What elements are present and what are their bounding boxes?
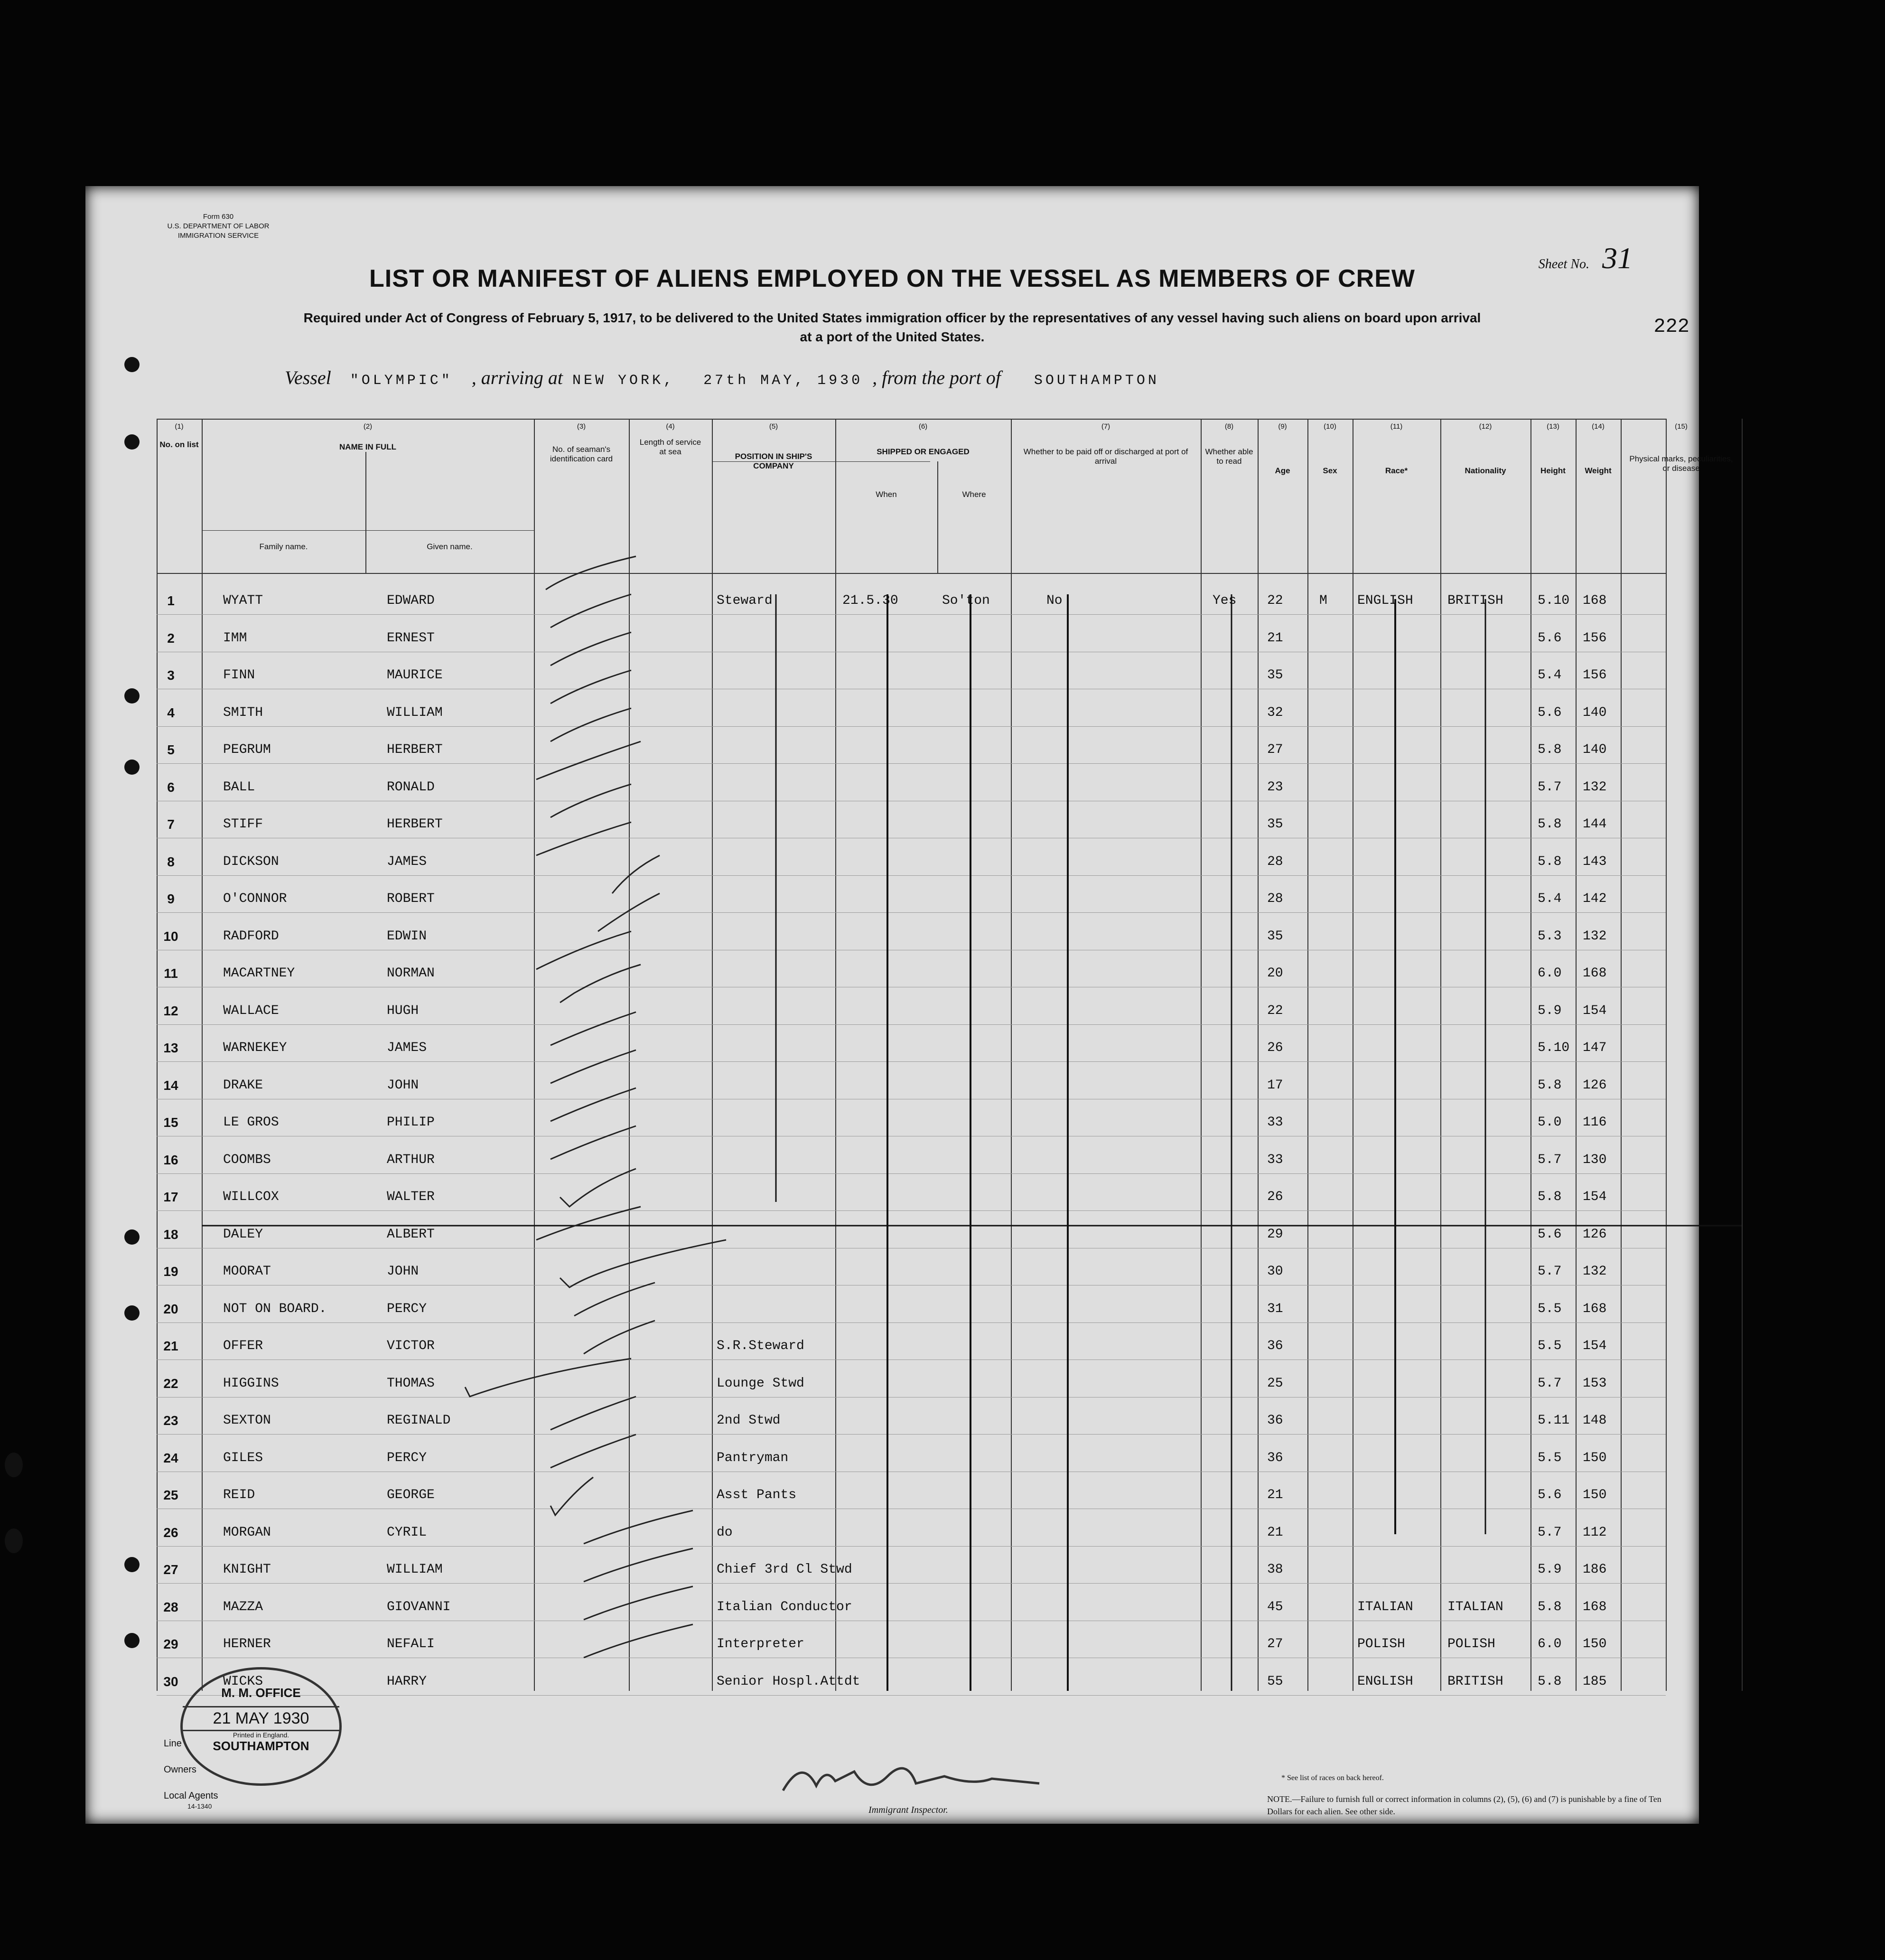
col-num-10: (10) [1324,422,1336,431]
col-length-service: Length of service at sea [639,438,701,456]
col-no-on-list: No. on list [159,440,199,449]
cell-weight: 150 [1583,1637,1607,1651]
cell-no: 28 [163,1599,178,1614]
col-num-3: (3) [577,422,586,431]
col-num-15: (15) [1675,422,1688,431]
cell-family: DICKSON [223,854,279,869]
cell-weight: 130 [1583,1152,1607,1167]
cell-no: 24 [163,1450,178,1465]
cell-no: 1 [167,593,175,608]
cell-family: COOMBS [223,1152,271,1167]
cell-position: Steward [717,593,773,608]
cell-age: 27 [1267,1637,1283,1651]
cell-race: ENGLISH [1357,1674,1413,1689]
cell-family: KNIGHT [223,1562,271,1577]
cell-position: do [717,1525,733,1540]
col-age: Age [1275,466,1290,475]
col-nationality: Nationality [1465,466,1506,475]
cell-given: JOHN [387,1264,419,1279]
cell-age: 36 [1267,1450,1283,1465]
col-num-8: (8) [1224,422,1234,431]
cell-no: 6 [167,779,175,795]
cell-weight: 150 [1583,1450,1607,1465]
cell-nationality: ITALIAN [1447,1599,1503,1614]
cell-given: PERCY [387,1450,427,1465]
form-header-block [157,212,280,241]
cell-height: 5.11 [1538,1413,1570,1428]
cell-age: 28 [1267,854,1283,869]
cell-height: 5.8 [1538,742,1562,757]
cell-family: WARNEKEY [223,1041,287,1055]
cell-age: 35 [1267,817,1283,832]
cell-age: 55 [1267,1674,1283,1689]
col-num-4: (4) [666,422,675,431]
cell-nationality: BRITISH [1447,1674,1503,1689]
cell-weight: 147 [1583,1041,1607,1055]
cell-family: WICKS [223,1674,263,1689]
cell-weight: 154 [1583,1190,1607,1204]
col-where: Where [962,490,986,499]
cell-family: MOORAT [223,1264,271,1279]
cell-age: 27 [1267,742,1283,757]
arriving-label: , arriving at [471,367,563,388]
cell-height: 5.9 [1538,1003,1562,1018]
signature-mark [774,1738,1058,1810]
cell-no: 11 [164,966,178,981]
cell-height: 5.6 [1538,705,1562,720]
footer-owners-label: Owners [164,1764,196,1775]
ditto-marks [157,419,1742,1691]
cell-height: 5.8 [1538,1599,1562,1614]
cell-age: 23 [1267,779,1283,795]
cell-height: 6.0 [1538,1637,1562,1651]
cell-weight: 156 [1583,668,1607,683]
col-when: When [876,490,897,499]
cell-family: FINN [223,668,255,683]
cell-weight: 168 [1583,966,1607,981]
cell-weight: 126 [1583,1227,1607,1242]
cell-weight: 154 [1583,1003,1607,1018]
cell-no: 27 [163,1562,178,1577]
cell-family: BALL [223,779,255,795]
cell-age: 35 [1267,668,1283,683]
cell-age: 38 [1267,1562,1283,1577]
cell-given: VICTOR [387,1339,435,1353]
punch-hole [124,760,140,775]
cell-height: 5.8 [1538,1078,1562,1093]
sheet-number: 31 [1602,241,1633,275]
col-num-1: (1) [175,422,184,431]
cell-weight: 153 [1583,1376,1607,1391]
cell-height: 5.0 [1538,1115,1562,1130]
cell-no: 10 [163,928,178,944]
cell-weight: 132 [1583,1264,1607,1279]
cell-given: NORMAN [387,966,435,981]
col-name-in-full: NAME IN FULL [339,442,396,451]
cell-no: 19 [163,1264,178,1279]
sheet-label: Sheet No. [1538,257,1589,272]
penalty-note: NOTE.—Failure to furnish full or correct information in columns (2), (5), (6) and (7) is punishable by a fine of Ten Dollars for each alien. See other side. [1267,1794,1661,1816]
cell-given: ALBERT [387,1227,435,1242]
cell-age: 20 [1267,966,1283,981]
punch-hole [124,1229,140,1245]
cell-given: CYRIL [387,1525,427,1540]
vessel-label: Vessel [285,367,331,388]
footer-form-code: 14-1340 [187,1802,212,1810]
cell-age: 21 [1267,630,1283,646]
stamp-printed: Printed in England. [233,1731,289,1739]
arrival-date: 27th MAY, 1930 [703,373,863,389]
cell-weight: 186 [1583,1562,1607,1577]
cell-height: 5.6 [1538,630,1562,646]
cell-family: WALLACE [223,1003,279,1018]
cell-given: WILLIAM [387,1562,443,1577]
mm-office-stamp [180,1667,342,1786]
cell-family: WYATT [223,593,263,608]
cell-weight: 140 [1583,705,1607,720]
cell-no: 25 [163,1488,178,1502]
form-number: Form 630 [203,213,234,221]
stamp-date: 21 MAY 1930 [183,1706,339,1731]
cell-family: MACARTNEY [223,966,295,981]
col-num-11: (11) [1390,422,1403,431]
cell-given: WALTER [387,1190,435,1204]
cell-family: LE GROS [223,1115,279,1130]
cell-age: 31 [1267,1301,1283,1316]
cell-position: Senior Hospl.Attdt [717,1674,860,1689]
cell-given: JAMES [387,854,427,869]
cell-age: 26 [1267,1190,1283,1204]
cell-height: 5.5 [1538,1450,1562,1465]
cell-race: POLISH [1357,1637,1405,1651]
cell-no: 30 [163,1674,178,1689]
cell-weight: 150 [1583,1488,1607,1502]
cell-family: RADFORD [223,928,279,944]
cell-nationality: POLISH [1447,1637,1495,1651]
cell-weight: 144 [1583,817,1607,832]
cell-given: PERCY [387,1301,427,1316]
cell-age: 35 [1267,928,1283,944]
cell-given: HARRY [387,1674,427,1689]
cell-when: 21.5.30 [842,593,898,608]
stamp-office: M. M. OFFICE [221,1686,301,1700]
punch-hole [5,1453,23,1477]
vessel-name: "OLYMPIC" [350,373,453,389]
cell-weight: 132 [1583,928,1607,944]
cell-weight: 156 [1583,630,1607,646]
cell-family: MORGAN [223,1525,271,1540]
cell-age: 21 [1267,1525,1283,1540]
cell-no: 29 [163,1637,178,1651]
cell-age: 17 [1267,1078,1283,1093]
cell-family: MAZZA [223,1599,263,1614]
cell-height: 5.9 [1538,1562,1562,1577]
cell-family: IMM [223,630,247,646]
cell-family: HIGGINS [223,1376,279,1391]
cell-age: 36 [1267,1413,1283,1428]
col-num-14: (14) [1592,422,1605,431]
col-num-6: (6) [918,422,928,431]
cell-age: 33 [1267,1152,1283,1167]
cell-given: RONALD [387,779,435,795]
cell-position: Lounge Stwd [717,1376,804,1391]
departure-port: SOUTHAMPTON [1034,373,1159,389]
cell-weight: 168 [1583,593,1607,608]
col-weight: Weight [1585,466,1612,475]
cell-weight: 126 [1583,1078,1607,1093]
cell-given: REGINALD [387,1413,451,1428]
stamp-port: SOUTHAMPTON [213,1739,309,1753]
cell-weight: 132 [1583,779,1607,795]
cell-no: 5 [167,742,175,757]
cell-family: STIFF [223,817,263,832]
cell-age: 33 [1267,1115,1283,1130]
cell-age: 30 [1267,1264,1283,1279]
race-note: * See list of races on back hereof. [1281,1774,1384,1782]
manifest-code: 222 [1653,315,1689,338]
cell-age: 29 [1267,1227,1283,1242]
cell-race: ENGLISH [1357,593,1413,608]
punch-hole [124,434,140,450]
cell-position: S.R.Steward [717,1339,804,1353]
punch-hole [124,1633,140,1648]
cell-height: 5.4 [1538,668,1562,683]
cell-age: 45 [1267,1599,1283,1614]
cell-family: DALEY [223,1227,263,1242]
cell-given: EDWIN [387,928,427,944]
col-given-name: Given name. [427,542,473,551]
manifest-page [85,186,1733,1824]
page-title: LIST OR MANIFEST OF ALIENS EMPLOYED ON THE VESSEL AS MEMBERS OF CREW [369,265,1415,292]
cell-height: 5.4 [1538,891,1562,906]
col-num-7: (7) [1101,422,1110,431]
cell-family: WILLCOX [223,1190,279,1204]
page-subtitle: Required under Act of Congress of February 5, 1917, to be delivered to the United States immigration officer by the representatives of any vessel having such aliens on board upon arrival at a port of the United States. [303,310,1481,344]
cell-weight: 185 [1583,1674,1607,1689]
cell-family: OFFER [223,1339,263,1353]
cell-family: NOT ON BOARD. [223,1301,327,1316]
cell-height: 6.0 [1538,966,1562,981]
cell-position: 2nd Stwd [717,1413,781,1428]
punch-hole [124,1557,140,1572]
cell-position: Pantryman [717,1450,789,1465]
cell-family: PEGRUM [223,742,271,757]
cell-no: 12 [163,1003,178,1018]
cell-family: O'CONNOR [223,891,287,906]
cell-given: HERBERT [387,817,443,832]
inspector-label: Immigrant Inspector. [868,1805,948,1815]
cell-no: 7 [167,817,175,832]
punch-hole [124,688,140,703]
cell-weight: 154 [1583,1339,1607,1353]
cell-weight: 148 [1583,1413,1607,1428]
cell-given: JAMES [387,1041,427,1055]
cell-no: 18 [163,1227,178,1242]
cell-given: HERBERT [387,742,443,757]
cell-no: 2 [167,630,175,646]
col-physical-marks: Physical marks, peculiarities, or disease [1629,454,1733,473]
cell-no: 20 [163,1301,178,1316]
cell-height: 5.7 [1538,1264,1562,1279]
cell-given: GEORGE [387,1488,435,1502]
cell-no: 17 [163,1190,178,1204]
crew-table [157,419,1733,1691]
col-num-2: (2) [363,422,373,431]
cell-age: 28 [1267,891,1283,906]
cell-weight: 143 [1583,854,1607,869]
cell-no: 16 [163,1152,178,1167]
cell-no: 23 [163,1413,178,1428]
footer-agents-label: Local Agents [164,1791,218,1801]
cell-given: JOHN [387,1078,419,1093]
cell-age: 32 [1267,705,1283,720]
cell-height: 5.8 [1538,854,1562,869]
cell-height: 5.10 [1538,1041,1570,1055]
cell-family: DRAKE [223,1078,263,1093]
cell-given: GIOVANNI [387,1599,451,1614]
cell-family: REID [223,1488,255,1502]
col-family-name: Family name. [259,542,308,551]
cell-height: 5.7 [1538,1525,1562,1540]
cell-age: 21 [1267,1488,1283,1502]
department-name: U.S. DEPARTMENT OF LABOR [167,222,270,230]
cell-no: 4 [167,705,175,720]
cell-weight: 168 [1583,1301,1607,1316]
col-race: Race* [1385,466,1408,475]
cell-family: SEXTON [223,1413,271,1428]
cell-height: 5.3 [1538,928,1562,944]
cell-given: ERNEST [387,630,435,646]
cell-no: 21 [163,1339,178,1353]
col-height: Height [1540,466,1566,475]
cell-height: 5.10 [1538,593,1570,608]
arrival-port: NEW YORK, [572,373,675,389]
cell-given: ROBERT [387,891,435,906]
cell-position: Interpreter [717,1637,804,1651]
cell-weight: 142 [1583,891,1607,906]
cell-given: THOMAS [387,1376,435,1391]
cell-given: MAURICE [387,668,443,683]
cell-sex: M [1319,593,1327,608]
cell-height: 5.8 [1538,817,1562,832]
cell-height: 5.5 [1538,1339,1562,1353]
cell-height: 5.8 [1538,1190,1562,1204]
punch-hole [124,357,140,372]
cell-given: PHILIP [387,1115,435,1130]
cell-no: 9 [167,891,175,906]
cell-given: NEFALI [387,1637,435,1651]
col-sex: Sex [1323,466,1337,475]
col-num-13: (13) [1547,422,1559,431]
cell-position: Chief 3rd Cl Stwd [717,1562,852,1577]
cell-weight: 112 [1583,1525,1607,1540]
cell-height: 5.8 [1538,1674,1562,1689]
cell-given: HUGH [387,1003,419,1018]
cell-family: GILES [223,1450,263,1465]
cell-age: 25 [1267,1376,1283,1391]
cell-age: 22 [1267,593,1283,608]
cell-height: 5.5 [1538,1301,1562,1316]
col-seaman-card: No. of seaman's identification card [550,445,613,463]
cell-height: 5.6 [1538,1488,1562,1502]
footer-line-label: Line [164,1738,182,1749]
cell-weight: 168 [1583,1599,1607,1614]
cell-given: ARTHUR [387,1152,435,1167]
cell-family: HERNER [223,1637,271,1651]
cell-age: 36 [1267,1339,1283,1353]
cell-no: 22 [163,1376,178,1391]
cell-position: Asst Pants [717,1488,797,1502]
cell-nationality: BRITISH [1447,593,1503,608]
cell-paid-off: No [1046,593,1063,608]
cell-read: Yes [1213,593,1237,608]
cell-weight: 116 [1583,1115,1607,1130]
col-num-5: (5) [769,422,778,431]
cell-no: 13 [163,1041,178,1055]
cell-age: 22 [1267,1003,1283,1018]
col-position: POSITION IN SHIP'S COMPANY [735,452,812,470]
punch-hole [5,1529,23,1553]
punch-hole [124,1305,140,1321]
col-paid-off: Whether to be paid off or discharged at port of arrival [1023,447,1188,466]
cell-weight: 140 [1583,742,1607,757]
cell-family: SMITH [223,705,263,720]
service-name: IMMIGRATION SERVICE [177,232,259,240]
cell-no: 15 [163,1115,178,1130]
cell-no: 26 [163,1525,178,1540]
from-label: , from the port of [872,367,1001,388]
cell-height: 5.7 [1538,779,1562,795]
cell-given: EDWARD [387,593,435,608]
cell-age: 26 [1267,1041,1283,1055]
col-num-9: (9) [1278,422,1287,431]
col-shipped-engaged: SHIPPED OR ENGAGED [877,447,970,456]
cell-given: WILLIAM [387,705,443,720]
vessel-line [285,366,1661,389]
cell-height: 5.7 [1538,1152,1562,1167]
cell-no: 14 [163,1078,178,1093]
cell-no: 3 [167,668,175,683]
cell-where: So'ton [942,593,990,608]
cell-position: Italian Conductor [717,1599,852,1614]
cell-height: 5.6 [1538,1227,1562,1242]
col-able-to-read: Whether able to read [1205,447,1253,466]
cell-race: ITALIAN [1357,1599,1413,1614]
cell-height: 5.7 [1538,1376,1562,1391]
cell-no: 8 [167,854,175,869]
col-num-12: (12) [1479,422,1492,431]
